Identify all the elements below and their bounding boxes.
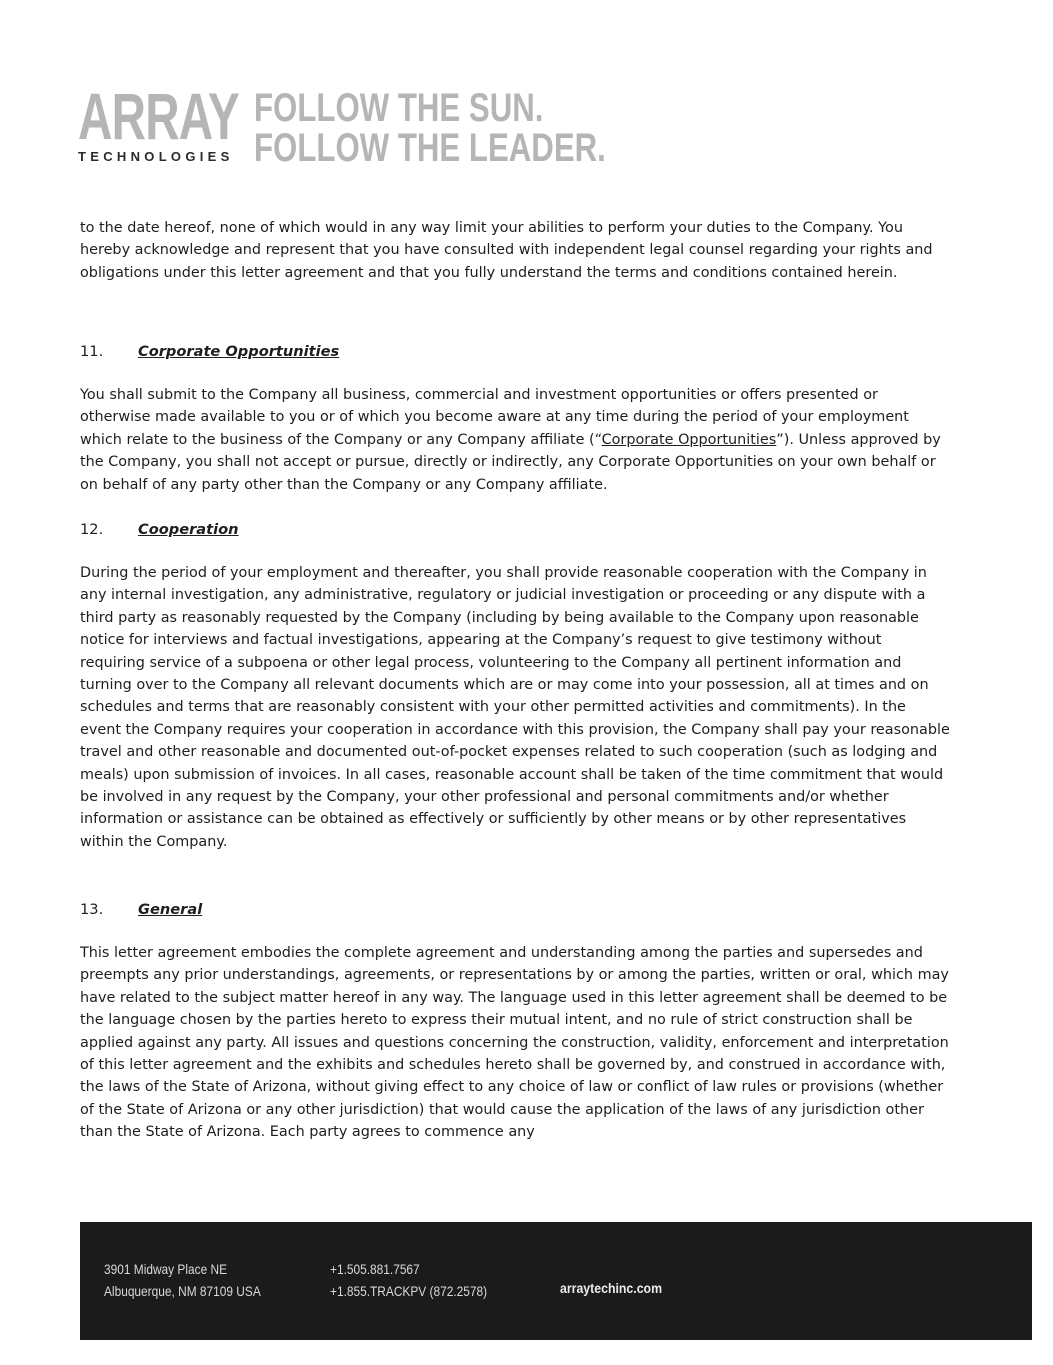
logo-wordmark: ARRAY: [78, 79, 240, 153]
section-13-paragraph: This letter agreement embodies the complete agreement and understanding among the parties and supersedes and preempts any prior understandings, agreements, or representations by or among the parties, written or oral, which may have related to the subject matter hereof in any way. The language used in this letter agreement shall be deemed to be the language chosen by the parties hereto to express their mutual intent, and no rule of strict construction shall be applied against any party. All issues and questions concerning the construction, validity, enforcement and interpretation of this letter agreement and the exhibits and schedules hereto shall be governed by, and construed in accordance with, the laws of the State of Arizona, without giving effect to any choice of law or conflict of law rules or provisions (whether of the State of Arizona or any other jurisdiction) that would cause the application of the laws of any jurisdiction other than the State of Arizona. Each party agrees to commence any: [80, 945, 949, 1141]
section-title: Corporate Opportunities: [138, 343, 340, 360]
footer-website-link[interactable]: arraytechinc.com: [560, 1280, 663, 1296]
company-logo: [78, 79, 248, 164]
section-13-heading: [80, 899, 202, 921]
phone-2: +1.855.TRACKPV (872.2578): [330, 1283, 488, 1299]
phone-1: +1.505.881.7567: [330, 1261, 420, 1277]
defined-term: Corporate Opportunities: [601, 431, 777, 448]
section-11-paragraph: [80, 384, 950, 496]
section-11-text-after: ”). Unless approved by the Company, you shall not accept or pursue, directly or indirectly, any Corporate Opportunities on your own behalf or on behalf of any party other than the Company or any Company affiliate.: [80, 431, 941, 493]
section-number: 11.: [80, 343, 104, 360]
footer-phones: [330, 1258, 515, 1302]
address-line-2: Albuquerque, NM 87109 USA: [104, 1283, 261, 1299]
section-11-heading: [80, 341, 339, 363]
intro-paragraph: to the date hereof, none of which would in any way limit your abilities to perform your duties to the Company. You hereby acknowledge and represent that you have consulted with independent legal counsel regarding your rights and obligations under this letter agreement and that you fully understand the terms and conditions contained herein.: [80, 220, 933, 281]
footer-address: [104, 1258, 288, 1302]
tagline-line-1: FOLLOW THE SUN.: [254, 86, 544, 130]
section-number: 12.: [80, 521, 104, 538]
section-12-paragraph: During the period of your employment and thereafter, you shall provide reasonable cooperation with the Company in any internal investigation, any administrative, regulatory or judicial investigation or proceeding or any dispute with a third party as reasonably requested by the Company (including by being available to the Company upon reasonable notice for interviews and factual investigations, appearing at the Company’s request to give testimony without requiring service of a subpoena or other legal process, volunteering to the Company all pertinent information and turning over to the Company all relevant documents which are or may come into your possession, all at times and on schedules and terms that are reasonably consistent with your other permitted activities and commitments). In the event the Company requires your cooperation in accordance with this provision, the Company shall pay your reasonable travel and other reasonable and documented out-of-pocket expenses related to such cooperation (such as lodging and meals) upon submission of invoices. In all cases, reasonable account shall be taken of the time commitment that would be involved in any request by the Company, your other professional and personal commitments and/or whether information or assistance can be obtained as effectively or sufficiently by other means or by other representatives within the Company.: [80, 565, 950, 850]
section-12-heading: [80, 519, 239, 541]
logo-subtitle: TECHNOLOGIES: [78, 149, 234, 164]
section-number: 13.: [80, 901, 104, 918]
section-title: General: [138, 901, 203, 918]
address-line-1: 3901 Midway Place NE: [104, 1261, 228, 1277]
footer-bar: [80, 1222, 1032, 1340]
header-tagline: [254, 86, 606, 170]
tagline-line-2: FOLLOW THE LEADER.: [254, 126, 606, 170]
section-11-text-before: You shall submit to the Company all business, commercial and investment opportunities or offers presented or otherwise made available to you or of which you become aware at any time during the period of your employment which relate to the business of the Company or any Company affiliate (“: [80, 387, 909, 448]
section-title: Cooperation: [138, 521, 239, 538]
